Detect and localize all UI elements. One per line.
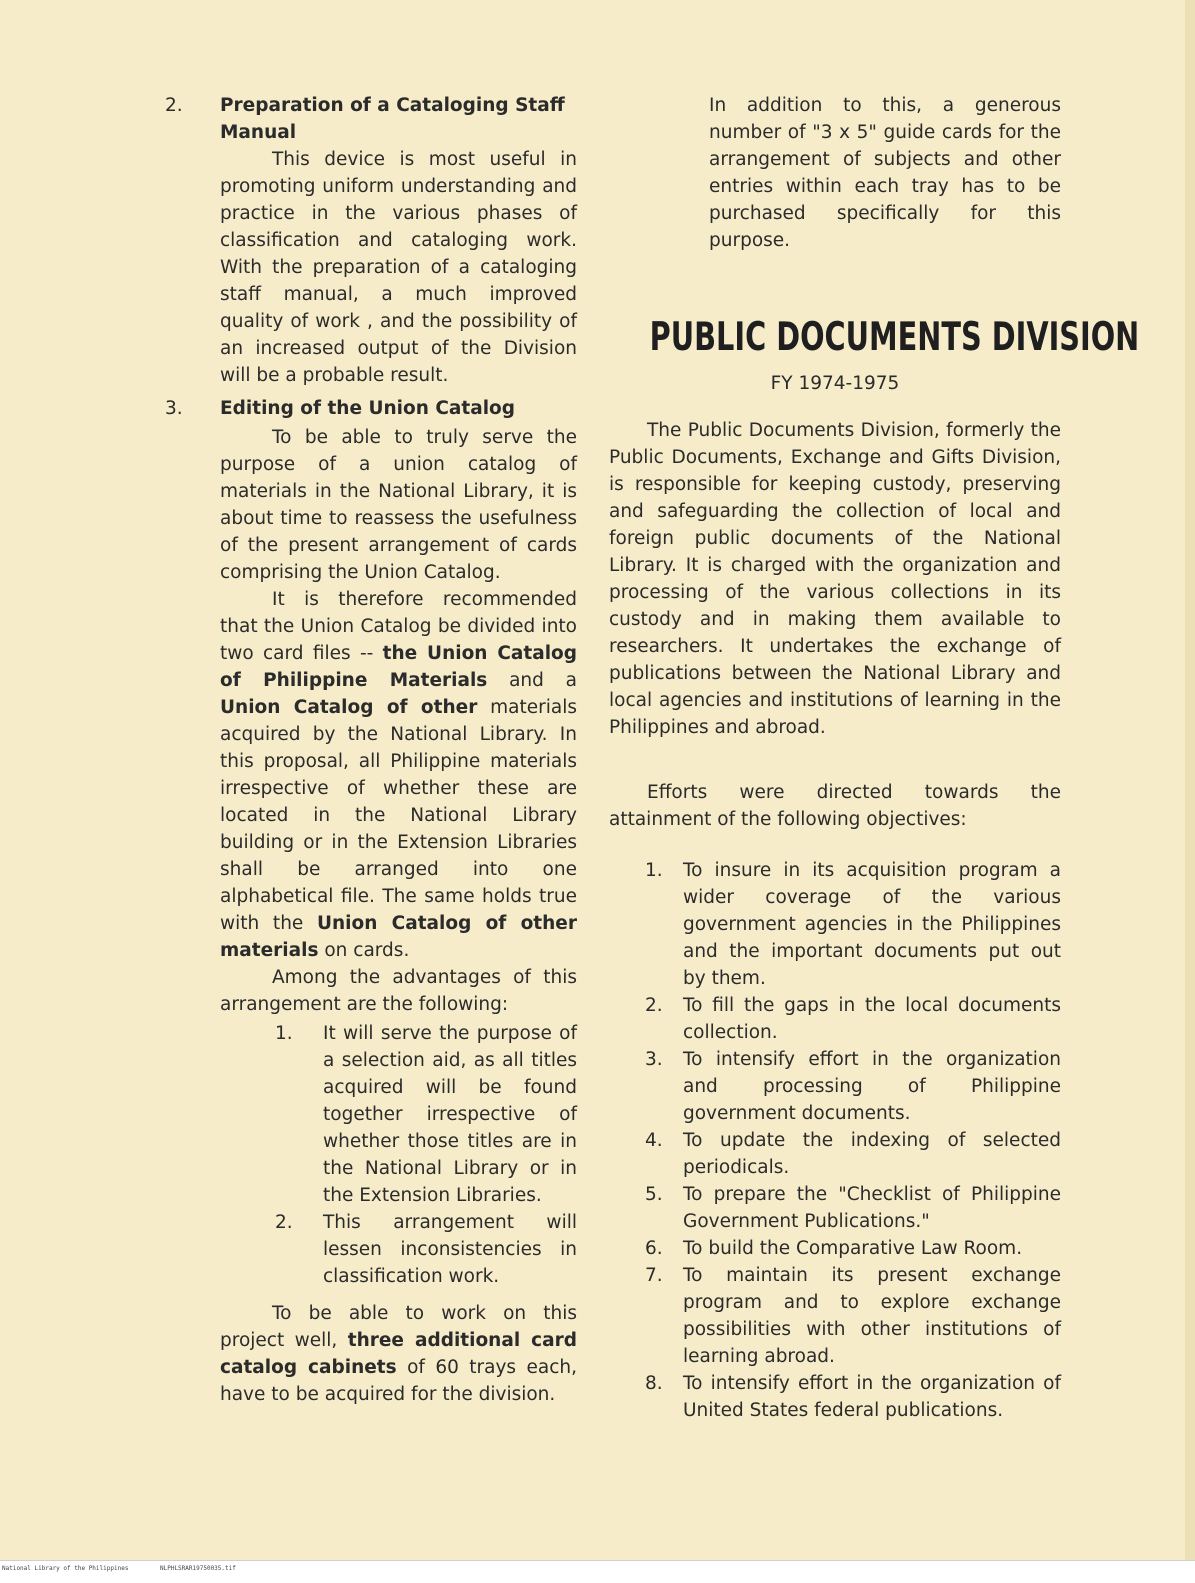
bold-run: Union Catalog of other materials — [220, 913, 577, 961]
list-item — [645, 1370, 1061, 1424]
text-run: It is therefore recommended that the Union Catalog be divided into two card files -- — [220, 589, 577, 664]
list-number: 6. — [645, 1238, 663, 1259]
text-run: and a — [509, 670, 577, 691]
division-intro: The Public Documents Division, formerly the Public Documents, Exchange and Gifts Division, is responsible for keeping custody, preserving and safeguarding the collection of local and foreign public documents of the National Library. It is charged with the organization and processing of the various collections in its custody and in making them available to researchers. It undertakes the exchange of publications between the National Library and local agencies and institutions of learning in the Philippines and abroad. — [609, 420, 1061, 738]
section-3-heading — [165, 395, 577, 422]
section-number: 3. — [165, 398, 183, 419]
list-text: To intensify effort in the organization of United States federal publications. — [683, 1373, 1061, 1421]
list-number: 1. — [645, 860, 663, 881]
efforts-intro: Efforts were directed towards the attainment of the following objectives: — [609, 782, 1061, 830]
section-number: 2. — [165, 95, 183, 116]
list-number: 2. — [645, 995, 663, 1016]
list-text: To maintain its present exchange program and to explore exchange possibilities with other institutions of learning abroad. — [683, 1265, 1061, 1367]
bold-run: the Union Catalog of Philippine Materials — [220, 643, 578, 691]
scan-footer — [0, 1560, 1195, 1583]
list-number: 4. — [645, 1130, 663, 1151]
list-text: To intensify effort in the organization and processing of Philippine government documents. — [683, 1049, 1061, 1124]
list-text: To update the indexing of selected periodicals. — [683, 1130, 1061, 1178]
advantages-intro: Among the advantages of this arrangement are the following: — [220, 967, 577, 1015]
list-number: 1. — [275, 1023, 293, 1044]
list-number: 8. — [645, 1373, 663, 1394]
union-catalog-paragraph-2 — [220, 586, 577, 964]
list-text: It will serve the purpose of a selection aid, as all titles acquired will be found together irrespective of whether those titles are in the National Library or in the Extension Libraries. — [323, 1023, 577, 1206]
list-text: To insure in its acquisition program a wider coverage of the various government agencies in the Philippines and the important documents put out by them. — [683, 860, 1061, 989]
right-column — [609, 92, 1140, 1424]
union-catalog-paragraph-4 — [220, 1300, 577, 1408]
section-title: Editing of the Union Catalog — [220, 398, 515, 419]
list-item — [275, 1020, 577, 1209]
list-text: To prepare the "Checklist of Philippine Government Publications." — [683, 1184, 1061, 1232]
list-number: 5. — [645, 1184, 663, 1205]
advantages-list — [275, 1020, 577, 1290]
list-item — [645, 992, 1061, 1046]
bold-run: three additional card catalog cabinets — [220, 1330, 577, 1378]
union-catalog-paragraph-1: To be able to truly serve the purpose of a union catalog of materials in the National Library, it is about time to reassess the usefulness of the present arrangement of cards comprising the Union Catalog. — [220, 427, 577, 583]
list-number: 2. — [275, 1212, 293, 1233]
list-item — [645, 1127, 1061, 1181]
left-column — [165, 92, 577, 1408]
page-title: PUBLIC DOCUMENTS DIVISION — [649, 315, 1140, 360]
list-text: To fill the gaps in the local documents collection. — [683, 995, 1061, 1043]
list-item — [645, 857, 1061, 992]
list-item — [645, 1181, 1061, 1235]
page-edge — [1185, 0, 1195, 1560]
guide-cards-paragraph: In addition to this, a generous number of "3 x 5" guide cards for the arrangement of subjects and other entries within each tray has to be purchased specifically for this purpose. — [709, 95, 1061, 251]
division-header — [609, 315, 1140, 397]
list-item — [645, 1046, 1061, 1127]
text-run: materials acquired by the National Library. In this proposal, all Philippine materials irrespective of whether these are located in the National Library building or in the Extension Libraries shall be arranged into one alphabetical file. The same holds true with the — [220, 697, 577, 934]
text-run: of 60 trays each, have to be acquired for the division. — [220, 1357, 577, 1405]
text-run: on cards. — [324, 940, 410, 961]
text-run: To be able to work on this project well, — [220, 1303, 577, 1351]
list-text: This arrangement will lessen inconsistencies in classification work. — [323, 1212, 577, 1287]
fiscal-year: FY 1974-1975 — [770, 373, 900, 394]
bold-run: Union Catalog of other — [220, 697, 478, 718]
section-title: Preparation of a Cataloging Staff Manual — [220, 95, 565, 143]
objectives-list — [645, 857, 1061, 1424]
footer-filename: NLPHLSRAR19750035.tif — [160, 1565, 236, 1572]
section-2-body: This device is most useful in promoting uniform understanding and practice in the various phases of classification and cataloging work. With the preparation of a cataloging staff manual, a much improved quality of work , and the possibility of an increased output of the Division will be a probable result. — [220, 149, 577, 386]
list-item — [275, 1209, 577, 1290]
list-number: 7. — [645, 1265, 663, 1286]
list-number: 3. — [645, 1049, 663, 1070]
list-item — [645, 1262, 1061, 1370]
section-2-heading — [165, 92, 577, 146]
list-text: To build the Comparative Law Room. — [683, 1238, 1023, 1259]
list-item — [645, 1235, 1061, 1262]
footer-source: National Library of the Philippines — [2, 1565, 129, 1572]
